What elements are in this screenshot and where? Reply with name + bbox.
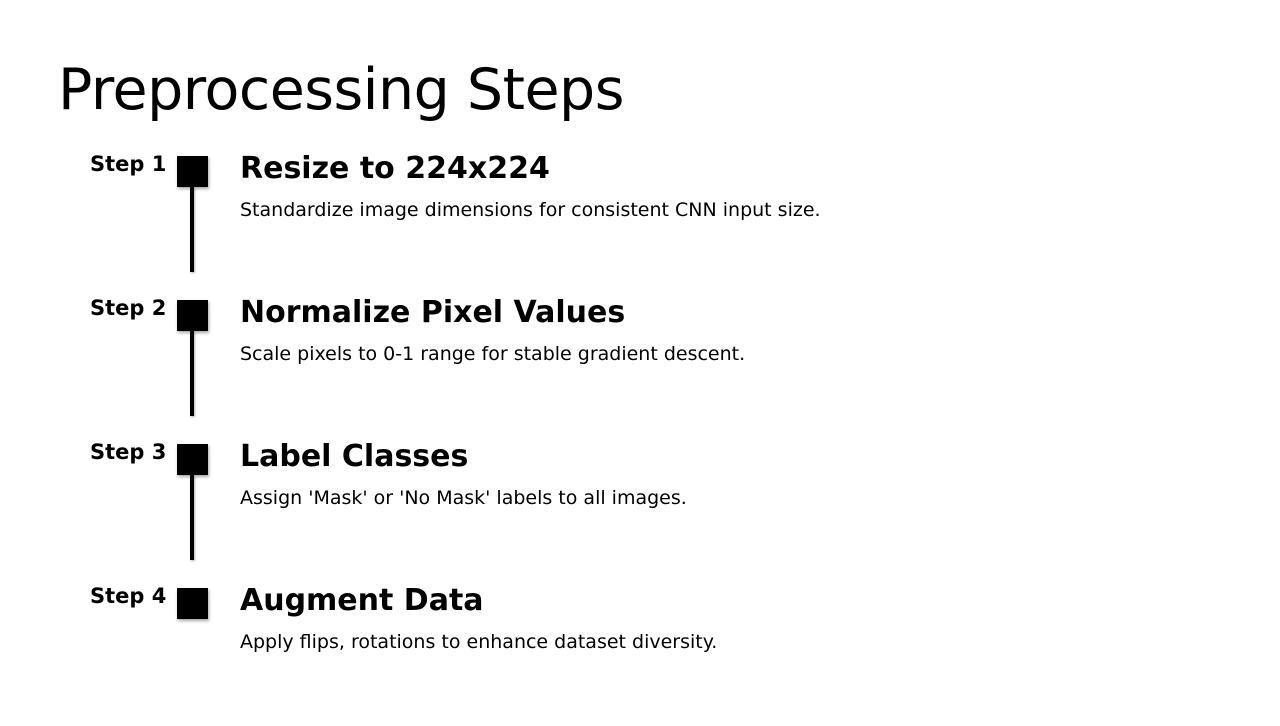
step-description: Apply flips, rotations to enhance dataset diversity.: [240, 631, 718, 653]
timeline-step-2: [0, 294, 1280, 438]
step-connector-line: [190, 475, 194, 560]
step-marker-square: [177, 588, 208, 619]
step-heading: Label Classes: [240, 439, 469, 474]
timeline-step-3: [0, 438, 1280, 582]
step-heading: Augment Data: [240, 583, 484, 618]
step-marker-square: [177, 300, 208, 331]
step-number-label: Step 3: [90, 440, 167, 464]
step-description: Standardize image dimensions for consistent CNN input size.: [240, 199, 821, 221]
step-number-label: Step 1: [90, 152, 167, 176]
step-marker-square: [177, 444, 208, 475]
step-heading: Normalize Pixel Values: [240, 295, 626, 330]
timeline-step-1: [0, 150, 1280, 294]
step-marker-square: [177, 156, 208, 187]
step-heading: Resize to 224x224: [240, 151, 550, 186]
step-number-label: Step 2: [90, 296, 167, 320]
step-description: Assign 'Mask' or 'No Mask' labels to all images.: [240, 487, 687, 509]
step-number-label: Step 4: [90, 584, 167, 608]
timeline-step-4: [0, 582, 1280, 726]
step-connector-line: [190, 331, 194, 416]
step-description: Scale pixels to 0-1 range for stable gradient descent.: [240, 343, 746, 365]
step-connector-line: [190, 187, 194, 272]
slide-title: Preprocessing Steps: [58, 57, 624, 123]
